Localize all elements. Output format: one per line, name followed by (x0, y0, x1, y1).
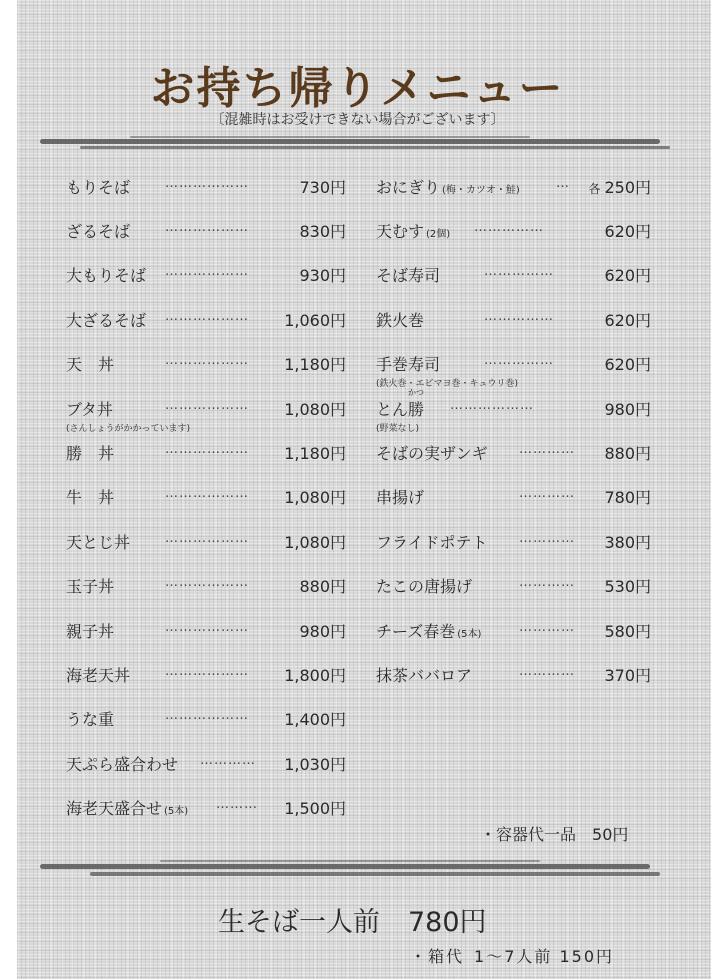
item-name: もりそば (66, 178, 131, 197)
item-price: 1,060円 (284, 311, 346, 330)
item-price: 1,500円 (284, 799, 346, 818)
menu-item (66, 171, 346, 211)
box-fee (410, 944, 614, 967)
leader-dots: ……………… (165, 398, 249, 413)
menu-item (66, 304, 346, 344)
item-name: ブタ丼 (66, 400, 113, 419)
item-price: 980円 (604, 400, 651, 419)
menu-item (66, 526, 346, 566)
item-name: 大もりそば (66, 266, 147, 285)
menu-item (376, 570, 651, 610)
box-fee-label: ・箱代 (410, 947, 465, 966)
item-note: (鉄火巻・エビマヨ巻・キュウリ巻) (376, 379, 519, 389)
leader-dots: ……………… (165, 575, 249, 590)
item-count: (5本) (164, 806, 189, 817)
container-fee-label: ・容器代一品 (480, 825, 577, 844)
item-furigana: かつ (408, 388, 424, 397)
item-name (376, 219, 450, 242)
item-note: (さんしょうがかかっています) (66, 424, 191, 434)
menu-item (66, 659, 346, 699)
leader-dots: ……………… (165, 531, 249, 546)
menu-title: お持ち帰りメニュー (150, 63, 565, 114)
menu-item (66, 748, 346, 788)
item-price: 1,800円 (284, 666, 346, 685)
leader-dots: … (556, 176, 570, 191)
item-name: うな重 (66, 710, 115, 729)
item-price: 620円 (604, 266, 651, 285)
item-name: 天 丼 (66, 355, 115, 374)
menu-item (66, 348, 346, 388)
menu-item (66, 703, 346, 743)
leader-dots: ………… (519, 486, 575, 501)
item-variants: (梅・カツオ・鮭) (442, 185, 520, 196)
item-price: 620円 (604, 222, 651, 241)
item-name-text: チーズ春巻 (376, 622, 456, 641)
item-name: とん勝 (376, 400, 425, 419)
item-price: 880円 (604, 444, 651, 463)
item-name: 天とじ丼 (66, 533, 131, 552)
item-name: 勝 丼 (66, 444, 115, 463)
item-name: たこの唐揚げ (376, 577, 473, 596)
item-price: 1,080円 (284, 400, 346, 419)
leader-dots: ………… (519, 575, 575, 590)
container-fee-amount: 50円 (592, 825, 629, 844)
item-name: 抹茶ババロア (376, 666, 473, 685)
menu-item (376, 304, 651, 344)
item-name: 鉄火巻 (376, 311, 425, 330)
leader-dots: ……………… (165, 220, 249, 235)
menu-item (66, 792, 346, 832)
item-price: 1,400円 (284, 710, 346, 729)
item-price: 930円 (299, 266, 346, 285)
menu-item (376, 437, 651, 477)
menu-item (66, 437, 346, 477)
item-price: 980円 (299, 622, 346, 641)
item-price: 620円 (604, 311, 651, 330)
item-name: 親子丼 (66, 622, 115, 641)
leader-dots: …………… (484, 309, 554, 324)
leader-dots: ………… (519, 531, 575, 546)
leader-dots: …………… (474, 220, 544, 235)
box-fee-detail: 1～7人前 150円 (474, 947, 615, 966)
item-price: 1,180円 (284, 444, 346, 463)
menu-item (376, 259, 651, 299)
item-name: 串揚げ (376, 488, 425, 507)
leader-dots: ………… (519, 664, 575, 679)
item-price: 1,030円 (284, 755, 346, 774)
item-name-text: 海老天盛合せ (66, 799, 163, 818)
fresh-soba-label: 生そば一人前 (218, 907, 380, 938)
price-value: 250円 (604, 178, 651, 197)
leader-dots: ……………… (165, 708, 249, 723)
item-name: 玉子丼 (66, 577, 115, 596)
item-name: 大ざるそば (66, 311, 147, 330)
item-name: 海老天丼 (66, 666, 131, 685)
item-name: そば寿司 (376, 266, 441, 285)
leader-dots: ……………… (165, 176, 249, 191)
item-name: 手巻寿司 (376, 355, 441, 374)
fresh-soba (218, 900, 487, 939)
leader-dots: ……………… (165, 442, 249, 457)
item-name (376, 175, 520, 198)
leader-dots: ………… (519, 442, 575, 457)
menu-item (376, 348, 651, 388)
menu-item (66, 393, 346, 433)
item-count: (2個) (426, 229, 451, 240)
item-name: そばの実ザンギ (376, 444, 488, 463)
item-price: 1,080円 (284, 488, 346, 507)
item-name: 天ぷら盛合わせ (66, 755, 179, 774)
item-name-text: 天むす (376, 222, 425, 241)
menu-item (66, 570, 346, 610)
leader-dots: ………… (200, 753, 256, 768)
item-price: 370円 (604, 666, 651, 685)
fresh-soba-amount: 780円 (408, 907, 487, 938)
menu-subtitle: 〔混雑時はお受けできない場合がございます〕 (210, 112, 505, 128)
leader-dots: ……………… (165, 664, 249, 679)
menu-item (66, 481, 346, 521)
leader-dots: ………… (519, 620, 575, 635)
menu-item (66, 259, 346, 299)
menu-item (376, 388, 651, 434)
menu-item (376, 215, 651, 255)
leader-dots: ……… (216, 797, 258, 812)
item-name-text: おにぎり (376, 178, 441, 197)
leader-dots: ……………… (165, 620, 249, 635)
menu-item (376, 481, 651, 521)
item-price: 380円 (604, 533, 651, 552)
item-name (66, 796, 188, 819)
leader-dots: ……………… (165, 309, 249, 324)
item-price: 880円 (299, 577, 346, 596)
item-price: 530円 (604, 577, 651, 596)
leader-dots: ……………… (165, 486, 249, 501)
item-price: 1,180円 (284, 355, 346, 374)
leader-dots: ……………… (450, 398, 534, 413)
item-price: 830円 (299, 222, 346, 241)
item-price: 1,080円 (284, 533, 346, 552)
item-note: (野菜なし) (376, 424, 420, 434)
item-price: 580円 (604, 622, 651, 641)
item-price: 780円 (604, 488, 651, 507)
item-price: 730円 (299, 178, 346, 197)
leader-dots: ……………… (165, 353, 249, 368)
menu-item (376, 659, 651, 699)
item-price: 620円 (604, 355, 651, 374)
container-fee (480, 822, 628, 845)
price-prefix: 各 (588, 182, 601, 196)
leader-dots: …………… (484, 264, 554, 279)
menu-item (66, 615, 346, 655)
item-name: フライドポテト (376, 533, 488, 552)
item-price (588, 175, 651, 198)
item-name: ざるそば (66, 222, 131, 241)
menu-item (376, 526, 651, 566)
leader-dots: ……………… (165, 264, 249, 279)
item-name (376, 619, 481, 642)
item-count: (5本) (457, 629, 482, 640)
item-name: 牛 丼 (66, 488, 115, 507)
menu-item (66, 215, 346, 255)
menu-item (376, 171, 651, 211)
menu-item (376, 615, 651, 655)
leader-dots: …………… (484, 353, 554, 368)
